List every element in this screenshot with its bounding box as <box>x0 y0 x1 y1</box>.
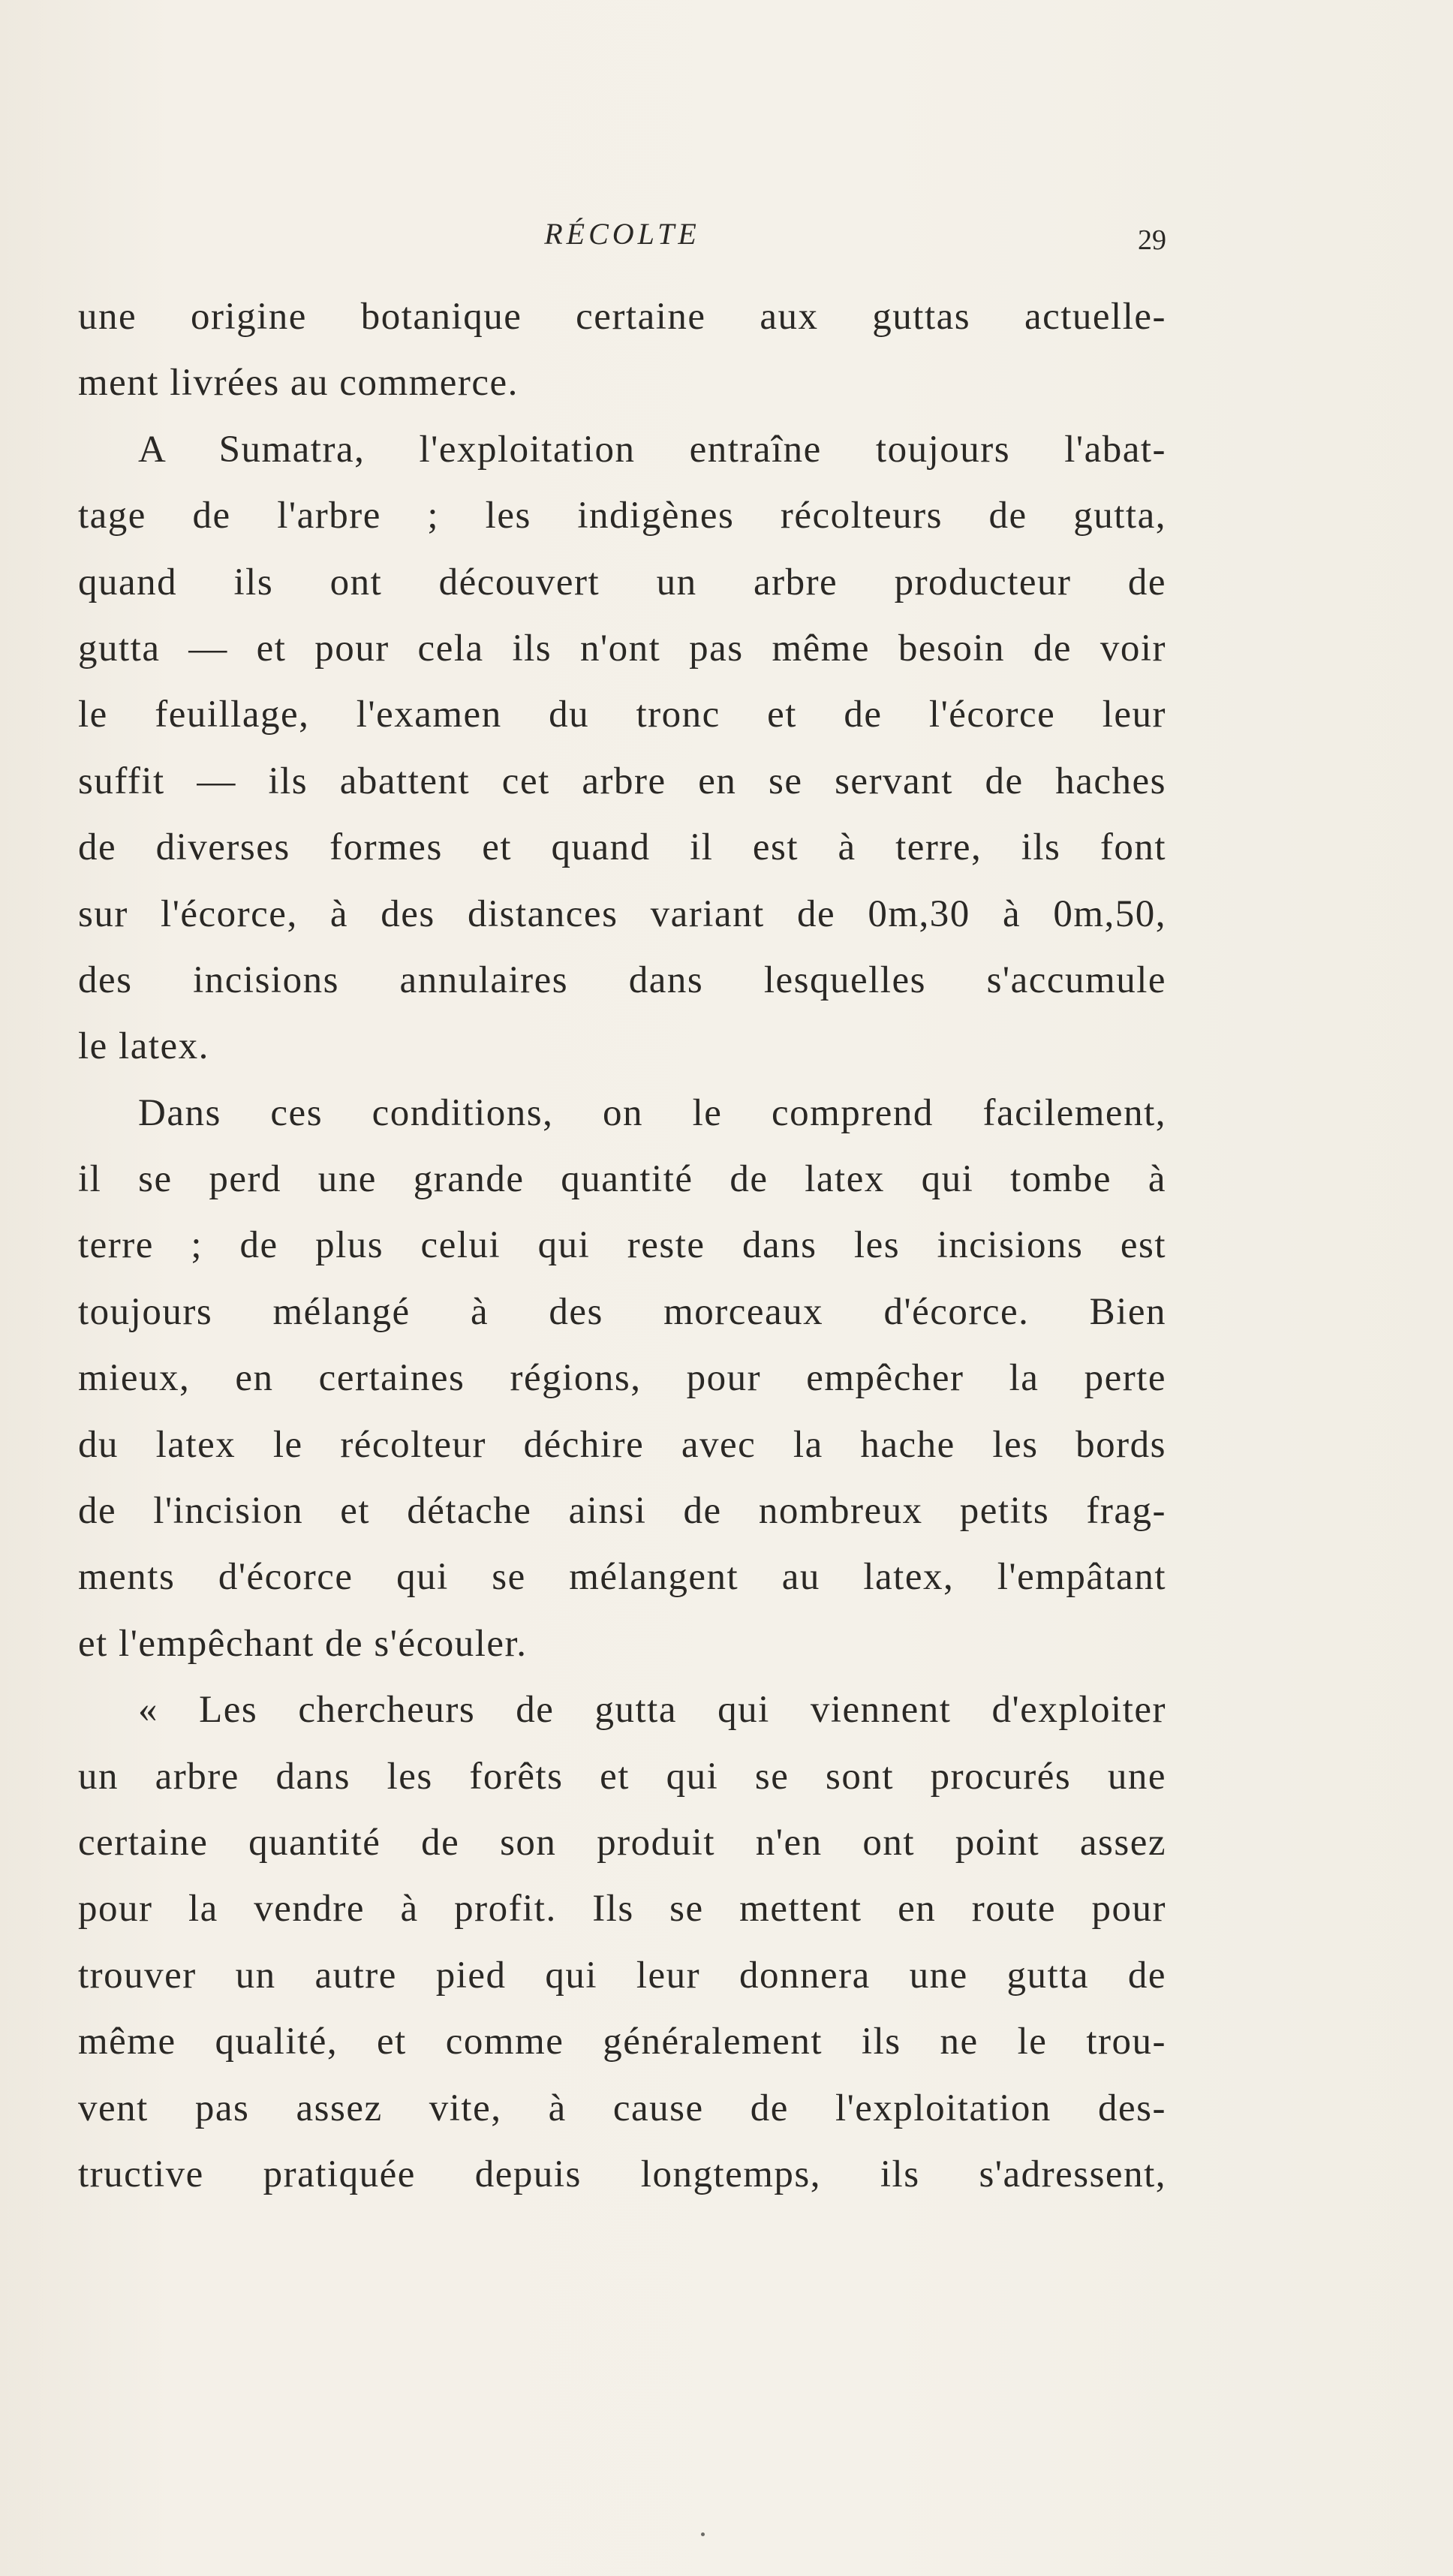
running-head <box>78 212 1166 257</box>
text-line: « Les chercheurs de gutta qui viennent d'exploiter <box>138 1689 1166 1732</box>
text-line: vent pas assez vite, à cause de l'exploitation des- <box>78 2087 1166 2129</box>
text-line: des incisions annulaires dans lesquelles s'accumule <box>78 958 1166 1001</box>
text-line: tage de l'arbre ; les indigènes récolteurs de gutta, <box>78 495 1166 537</box>
text-line: toujours mélangé à des morceaux d'écorce. Bien <box>78 1290 1166 1333</box>
text-line: ments d'écorce qui se mélangent au latex, l'empâtant <box>78 1556 1166 1599</box>
text-line: le latex. <box>78 1025 209 1068</box>
text-line: gutta — et pour cela ils n'ont pas même besoin de voir <box>78 627 1166 670</box>
text-line: sur l'écorce, à des distances variant de 0m,30 à 0m,50, <box>78 892 1166 935</box>
text-line: certaine quantité de son produit n'en ont point assez <box>78 1821 1166 1864</box>
text-line: pour la vendre à profit. Ils se mettent en route pour <box>78 1888 1166 1930</box>
text-line: une origine botanique certaine aux guttas actuelle- <box>78 296 1166 338</box>
text-line: mieux, en certaines régions, pour empêcher la perte <box>78 1357 1166 1400</box>
text-line: il se perd une grande quantité de latex qui tombe à <box>78 1158 1166 1201</box>
text-line: A Sumatra, l'exploitation entraîne toujours l'abat- <box>138 428 1166 471</box>
text-line: un arbre dans les forêts et qui se sont procurés une <box>78 1755 1166 1798</box>
text-line: le feuillage, l'examen du tronc et de l'écorce leur <box>78 694 1166 736</box>
page-number: 29 <box>1138 224 1166 256</box>
text-line: du latex le récolteur déchire avec la hache les bords <box>78 1423 1166 1466</box>
text-line: Dans ces conditions, on le comprend facilement, <box>138 1091 1166 1134</box>
paper-speck <box>701 2532 705 2536</box>
text-line: suffit — ils abattent cet arbre en se servant de haches <box>78 760 1166 802</box>
text-line: même qualité, et comme généralement ils ne le trou- <box>78 2021 1166 2063</box>
running-title: RÉCOLTE <box>544 217 700 251</box>
text-line: ment livrées au commerce. <box>78 362 519 405</box>
text-line: trouver un autre pied qui leur donnera une gutta de <box>78 1954 1166 1997</box>
text-line: terre ; de plus celui qui reste dans les incisions est <box>78 1224 1166 1267</box>
text-line: de l'incision et détache ainsi de nombreux petits frag- <box>78 1490 1166 1533</box>
text-line: tructive pratiquée depuis longtemps, ils s'adressent, <box>78 2153 1166 2195</box>
text-line: quand ils ont découvert un arbre producteur de <box>78 561 1166 603</box>
text-line: de diverses formes et quand il est à terre, ils font <box>78 826 1166 869</box>
body-text <box>78 284 1166 2207</box>
text-line: et l'empêchant de s'écouler. <box>78 1622 528 1665</box>
